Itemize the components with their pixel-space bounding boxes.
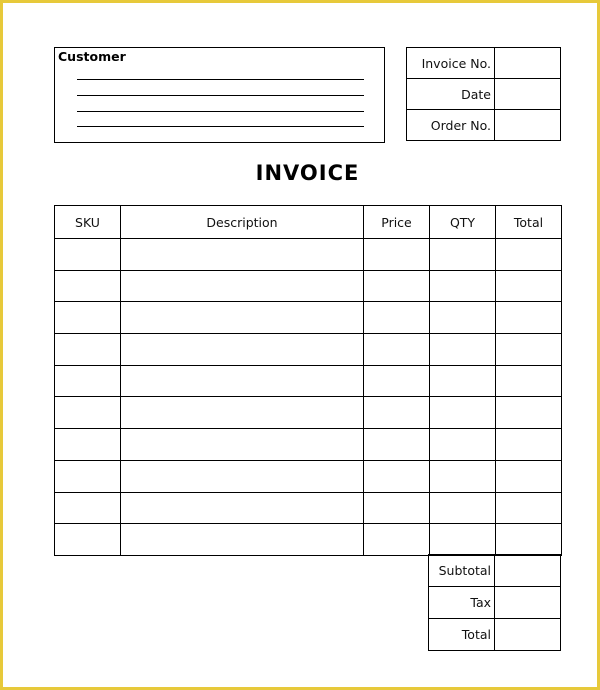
price-cell[interactable]	[364, 239, 430, 271]
header-sku: SKU	[55, 206, 121, 239]
date-field[interactable]	[495, 79, 561, 110]
header-description: Description	[121, 206, 364, 239]
price-cell[interactable]	[364, 365, 430, 397]
qty-cell[interactable]	[430, 334, 496, 366]
price-cell[interactable]	[364, 270, 430, 302]
date-label: Date	[407, 79, 495, 110]
tax-field[interactable]	[495, 587, 561, 619]
header-total: Total	[496, 206, 562, 239]
order-no-field[interactable]	[495, 110, 561, 141]
total-cell[interactable]	[496, 524, 562, 556]
table-row	[55, 524, 562, 556]
meta-row-order-no	[407, 110, 561, 141]
qty-cell[interactable]	[430, 239, 496, 271]
description-cell[interactable]	[121, 270, 364, 302]
totals-table	[428, 554, 561, 651]
qty-cell[interactable]	[430, 397, 496, 429]
customer-line[interactable]	[77, 79, 364, 80]
description-cell[interactable]	[121, 334, 364, 366]
sku-cell[interactable]	[55, 239, 121, 271]
table-row	[55, 239, 562, 271]
invoice-meta-table	[406, 47, 561, 141]
total-cell[interactable]	[496, 239, 562, 271]
qty-cell[interactable]	[430, 270, 496, 302]
sku-cell[interactable]	[55, 397, 121, 429]
table-row	[55, 270, 562, 302]
qty-cell[interactable]	[430, 460, 496, 492]
grand-total-field[interactable]	[495, 619, 561, 651]
grand-total-label: Total	[429, 619, 495, 651]
subtotal-label: Subtotal	[429, 555, 495, 587]
sku-cell[interactable]	[55, 492, 121, 524]
description-cell[interactable]	[121, 524, 364, 556]
description-cell[interactable]	[121, 492, 364, 524]
customer-line[interactable]	[77, 111, 364, 112]
subtotal-field[interactable]	[495, 555, 561, 587]
customer-line[interactable]	[77, 95, 364, 96]
price-cell[interactable]	[364, 524, 430, 556]
table-row	[55, 302, 562, 334]
invoice-no-field[interactable]	[495, 48, 561, 79]
totals-row-tax	[429, 587, 561, 619]
line-items-body	[55, 239, 562, 556]
table-row	[55, 365, 562, 397]
tax-label: Tax	[429, 587, 495, 619]
meta-row-invoice-no	[407, 48, 561, 79]
qty-cell[interactable]	[430, 492, 496, 524]
table-row	[55, 460, 562, 492]
sku-cell[interactable]	[55, 365, 121, 397]
qty-cell[interactable]	[430, 302, 496, 334]
total-cell[interactable]	[496, 302, 562, 334]
description-cell[interactable]	[121, 429, 364, 461]
totals-row-subtotal	[429, 555, 561, 587]
total-cell[interactable]	[496, 270, 562, 302]
price-cell[interactable]	[364, 334, 430, 366]
description-cell[interactable]	[121, 460, 364, 492]
customer-label: Customer	[58, 49, 126, 64]
qty-cell[interactable]	[430, 365, 496, 397]
page-title: INVOICE	[255, 161, 360, 185]
table-header-row	[55, 206, 562, 239]
totals-row-total	[429, 619, 561, 651]
table-row	[55, 334, 562, 366]
table-row	[55, 397, 562, 429]
sku-cell[interactable]	[55, 429, 121, 461]
qty-cell[interactable]	[430, 524, 496, 556]
sku-cell[interactable]	[55, 302, 121, 334]
total-cell[interactable]	[496, 334, 562, 366]
total-cell[interactable]	[496, 460, 562, 492]
description-cell[interactable]	[121, 397, 364, 429]
total-cell[interactable]	[496, 492, 562, 524]
total-cell[interactable]	[496, 365, 562, 397]
sku-cell[interactable]	[55, 460, 121, 492]
sku-cell[interactable]	[55, 524, 121, 556]
table-row	[55, 429, 562, 461]
customer-box	[54, 47, 385, 143]
line-items-table	[54, 205, 562, 556]
description-cell[interactable]	[121, 302, 364, 334]
price-cell[interactable]	[364, 302, 430, 334]
total-cell[interactable]	[496, 429, 562, 461]
header-qty: QTY	[430, 206, 496, 239]
table-row	[55, 492, 562, 524]
header-price: Price	[364, 206, 430, 239]
sku-cell[interactable]	[55, 334, 121, 366]
total-cell[interactable]	[496, 397, 562, 429]
order-no-label: Order No.	[407, 110, 495, 141]
meta-row-date	[407, 79, 561, 110]
price-cell[interactable]	[364, 492, 430, 524]
invoice-no-label: Invoice No.	[407, 48, 495, 79]
qty-cell[interactable]	[430, 429, 496, 461]
customer-line[interactable]	[77, 126, 364, 127]
description-cell[interactable]	[121, 239, 364, 271]
price-cell[interactable]	[364, 397, 430, 429]
price-cell[interactable]	[364, 460, 430, 492]
description-cell[interactable]	[121, 365, 364, 397]
price-cell[interactable]	[364, 429, 430, 461]
sku-cell[interactable]	[55, 270, 121, 302]
